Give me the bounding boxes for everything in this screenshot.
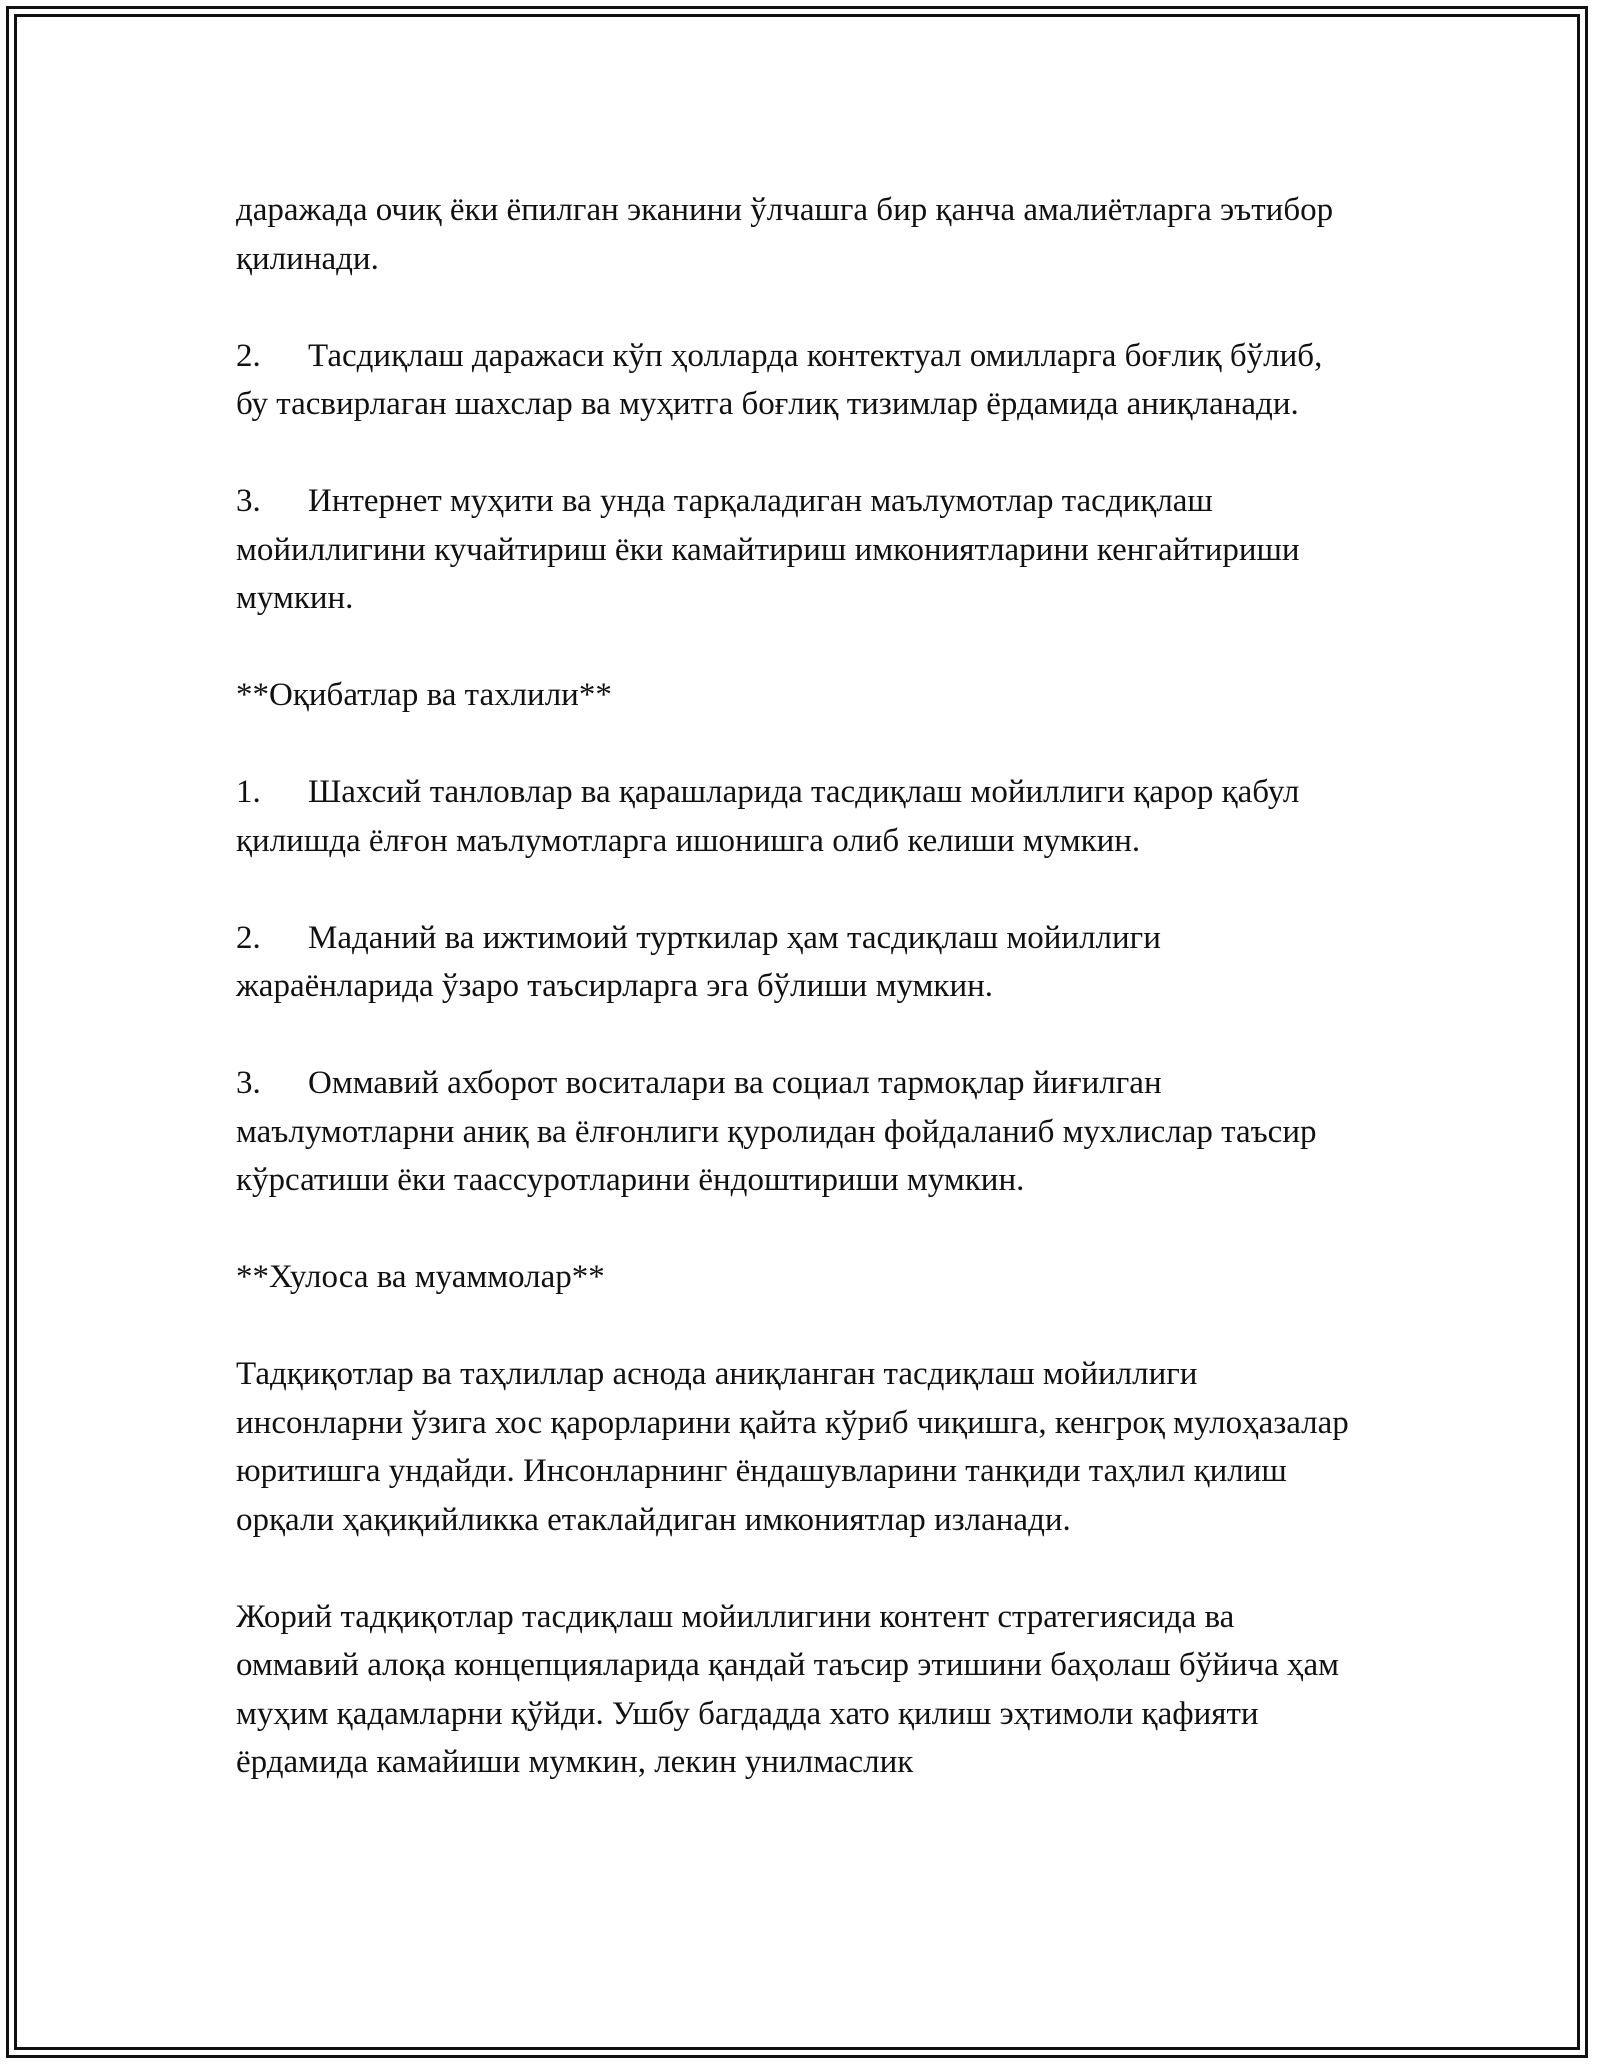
list-item: [236, 1059, 1356, 1205]
section-heading-text: **Оқибатлар ва тахлили**: [236, 677, 612, 713]
list-number: 3.: [236, 1065, 261, 1101]
list-item: [236, 477, 1356, 623]
list-item-text: Шахсий танловлар ва қарашларида тасдиқлаш мойиллиги қарор қабул қилишда ёлғон маълумотларга ишонишга олиб келиши мумкин.: [236, 774, 1300, 859]
section-heading-text: **Хулоса ва муаммолар**: [236, 1259, 605, 1295]
section-heading: [236, 671, 1356, 720]
list-number: 1.: [236, 774, 261, 810]
body-paragraph: [236, 1593, 1356, 1787]
list-number: 2.: [236, 919, 261, 956]
list-item: [236, 768, 1356, 865]
body-paragraph: [236, 1350, 1356, 1544]
section-heading: [236, 1253, 1356, 1302]
list-number: 3.: [236, 483, 261, 519]
paragraph-text: даражада очиқ ёки ёпилган эканини ўлчашга бир қанча амалиётларга эътибор қилинади.: [236, 192, 1334, 277]
list-number: 2.: [236, 337, 261, 374]
paragraph-continuation: [236, 186, 1356, 283]
paragraph-text: Жорий тадқиқотлар тасдиқлаш мойиллигини контент стратегиясида ва оммавий алоқа концепцияларида қандай таъсир этишини баҳолаш бўйича ҳам муҳим қадамларни қўйди. Ушбу багдадда хато қилиш эҳтимоли қафияти ёрдамида камайиши мумкин, лекин унилмаслик: [236, 1598, 1340, 1780]
list-item-text: Оммавий ахборот воситалари ва социал тармоқлар йиғилган маълумотларни аниқ ва ёлғонлиги қуролидан фойдаланиб мухлислар таъсир кўрсатиши ёки таассуротларини ёндоштириши мумкин.: [236, 1065, 1317, 1198]
paragraph-text: Тадқиқотлар ва таҳлиллар аснода аниқланган тасдиқлаш мойиллиги инсонларни ўзига хос қарорларини қайта кўриб чиқишга, кенгроқ мулоҳазалар юритишга ундайди. Инсонларнинг ёндашувларини танқиди таҳлил қилиш орқали ҳақиқийликка етаклайдиган имкониятлар изланади.: [236, 1356, 1349, 1538]
list-item-text: Интернет муҳити ва унда тарқаладиган маълумотлар тасдиқлаш мойиллигини кучайтириш ёки камайтириш имкониятларини кенгайтириши мумкин.: [236, 483, 1300, 616]
document-body: [236, 186, 1356, 1787]
list-item-text: Маданий ва ижтимоий турткилар ҳам тасдиқлаш мойиллиги жараёнларида ўзаро таъсирларга эга бўлиши мумкин.: [236, 919, 1161, 1004]
list-item: [236, 332, 1356, 429]
list-item-text: Тасдиқлаш даражаси кўп ҳолларда контектуал омилларга боғлиқ бўлиб, бу тасвирлаган шахслар ва муҳитга боғлиқ тизимлар ёрдамида аниқланади.: [236, 337, 1323, 422]
list-item: [236, 914, 1356, 1011]
